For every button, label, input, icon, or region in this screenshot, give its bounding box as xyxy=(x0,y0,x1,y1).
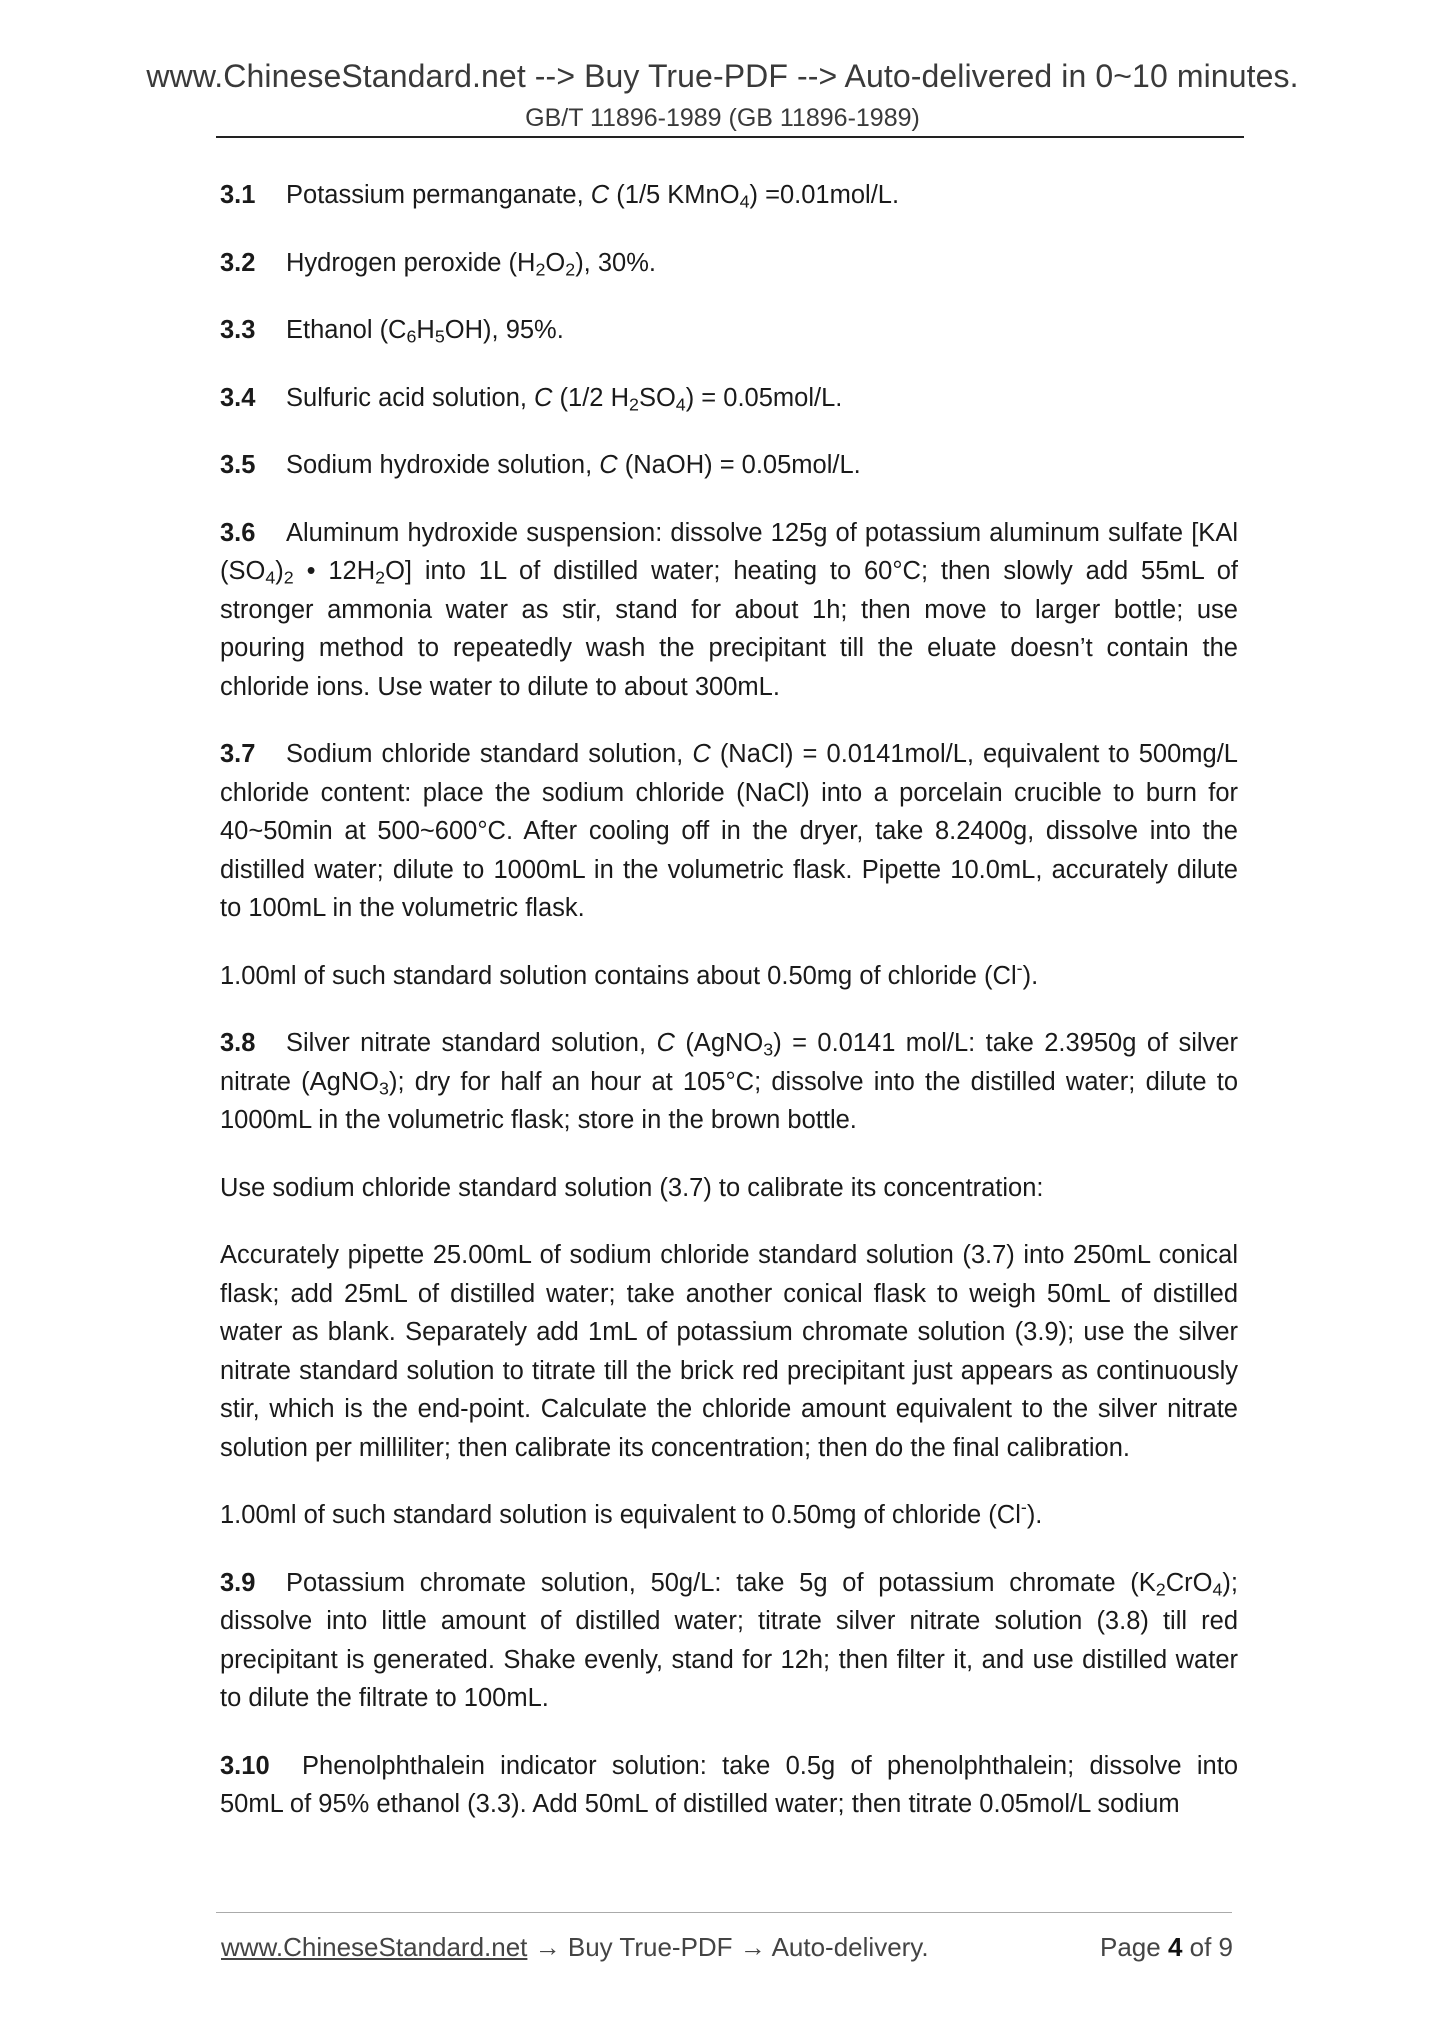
footer-divider xyxy=(216,1912,1232,1913)
clause-3-3: 3.3 Ethanol $(C_6H_5OH)$, 95%. xyxy=(220,311,1238,350)
clause-3-7-note: 1.00ml of such standard solution contains about 0.50mg of chloride (Cl-). xyxy=(220,957,1039,990)
document-body xyxy=(220,176,1238,1853)
clause-3-9: 3.9 Potassium chromate solution, 50g/L: take 5g of potassium chromate $(K_2CrO_4)$; dissolve into little amount of distilled water; titrate silver nitrate solution (3.8) till red precipitant is generated. Shake evenly, stand for 12h; then filter it, and use distilled water to dilute the filtrate to 100mL. xyxy=(220,1564,1238,1718)
clause-3-6: 3.6 Aluminum hydroxide suspension: dissolve 125g of potassium aluminum sulfate [KAl $(SO_4)_2$ • $12H_2O$] into 1L of distilled water; heating to 60°C; then slowly add 55mL of stronger ammonia water as stir, stand for about 1h; then move to larger bottle; use pouring method to repeatedly wash the precipitant till the eluate doesn’t contain the chloride ions. Use water to dilute to about 300mL. xyxy=(220,514,1238,707)
page-footer xyxy=(221,1932,1233,1963)
clause-number: 3.7 xyxy=(220,740,256,768)
clause-3-7: 3.7 Sodium chloride standard solution, C (NaCl) = 0.0141mol/L, equivalent to 500mg/L chloride content: place the sodium chloride (NaCl) into a porcelain crucible to burn for 40~50min at 500~600°C. After cooling off in the dryer, take 8.2400g, dissolve into the distilled water; dilute to 1000mL in the volumetric flask. Pipette 10.0mL, accurately dilute to 100mL in the volumetric flask. xyxy=(220,735,1238,928)
page-number: Page 4 of 9 xyxy=(1099,1932,1233,1962)
clause-3-1: 3.1 Potassium permanganate, C (1/5 KMnO$_4$) =0.01mol/L. xyxy=(220,176,1238,215)
clause-number: 3.10 xyxy=(220,1751,270,1780)
clause-3-10: 3.10 Phenolphthalein indicator solution: take 0.5g of phenolphthalein; dissolve into 50mL of 95% ethanol (3.3). Add 50mL of distilled water; then titrate 0.05mol/L sodium xyxy=(220,1747,1238,1824)
header-divider xyxy=(216,136,1244,138)
clause-3-8-note: 1.00ml of such standard solution is equivalent to 0.50mg of chloride (Cl-). xyxy=(220,1497,1043,1529)
standard-code: GB/T 11896-1989 (GB 11896-1989) xyxy=(525,104,920,132)
clause-3-8-calibration-intro: Use sodium chloride standard solution (3.7) to calibrate its concentration: xyxy=(220,1173,1044,1202)
clause-number: 3.5 xyxy=(220,451,256,479)
site-banner: www.ChineseStandard.net --> Buy True-PDF --> Auto-delivered in 0~10 minutes. xyxy=(146,58,1299,94)
clause-number: 3.8 xyxy=(220,1029,256,1057)
clause-number: 3.6 xyxy=(220,518,256,547)
clause-3-4: 3.4 Sulfuric acid solution, C (1/2 $H_2SO_4) = 0.05mol/L$. xyxy=(220,379,1238,418)
footer-tagline: → Buy True-PDF → Auto-delivery. xyxy=(527,1932,929,1962)
clause-number: 3.3 xyxy=(220,316,256,344)
clause-3-8-procedure: Accurately pipette 25.00mL of sodium chloride standard solution (3.7) into 250mL conical flask; add 25mL of distilled water; take another conical flask to weigh 50mL of distilled water as blank. Separately add 1mL of potassium chromate solution (3.9); use the silver nitrate standard solution to titrate till the brick red precipitant just appears as continuously stir, which is the end-point. Calculate the chloride amount equivalent to the silver nitrate solution per milliliter; then calibrate its concentration; then do the final calibration. xyxy=(220,1241,1238,1462)
clause-number: 3.1 xyxy=(220,181,256,209)
clause-number: 3.2 xyxy=(220,248,256,277)
clause-number: 3.4 xyxy=(220,383,256,412)
clause-3-2: 3.2 Hydrogen peroxide $(H_2O_2)$, 30%. xyxy=(220,244,1238,283)
clause-3-5: 3.5 Sodium hydroxide solution, C (NaOH) = 0.05mol/L. xyxy=(220,446,1238,485)
clause-3-8: 3.8 Silver nitrate standard solution, C (AgNO$_3$) = 0.0141 mol/L: take 2.3950g of silver nitrate (AgNO$_3$); dry for half an hour at 105°C; dissolve into the distilled water; dilute to 1000mL in the volumetric flask; store in the brown bottle. xyxy=(220,1024,1238,1140)
clause-number: 3.9 xyxy=(220,1568,256,1597)
footer-site-link[interactable]: www.ChineseStandard.net xyxy=(221,1932,528,1962)
